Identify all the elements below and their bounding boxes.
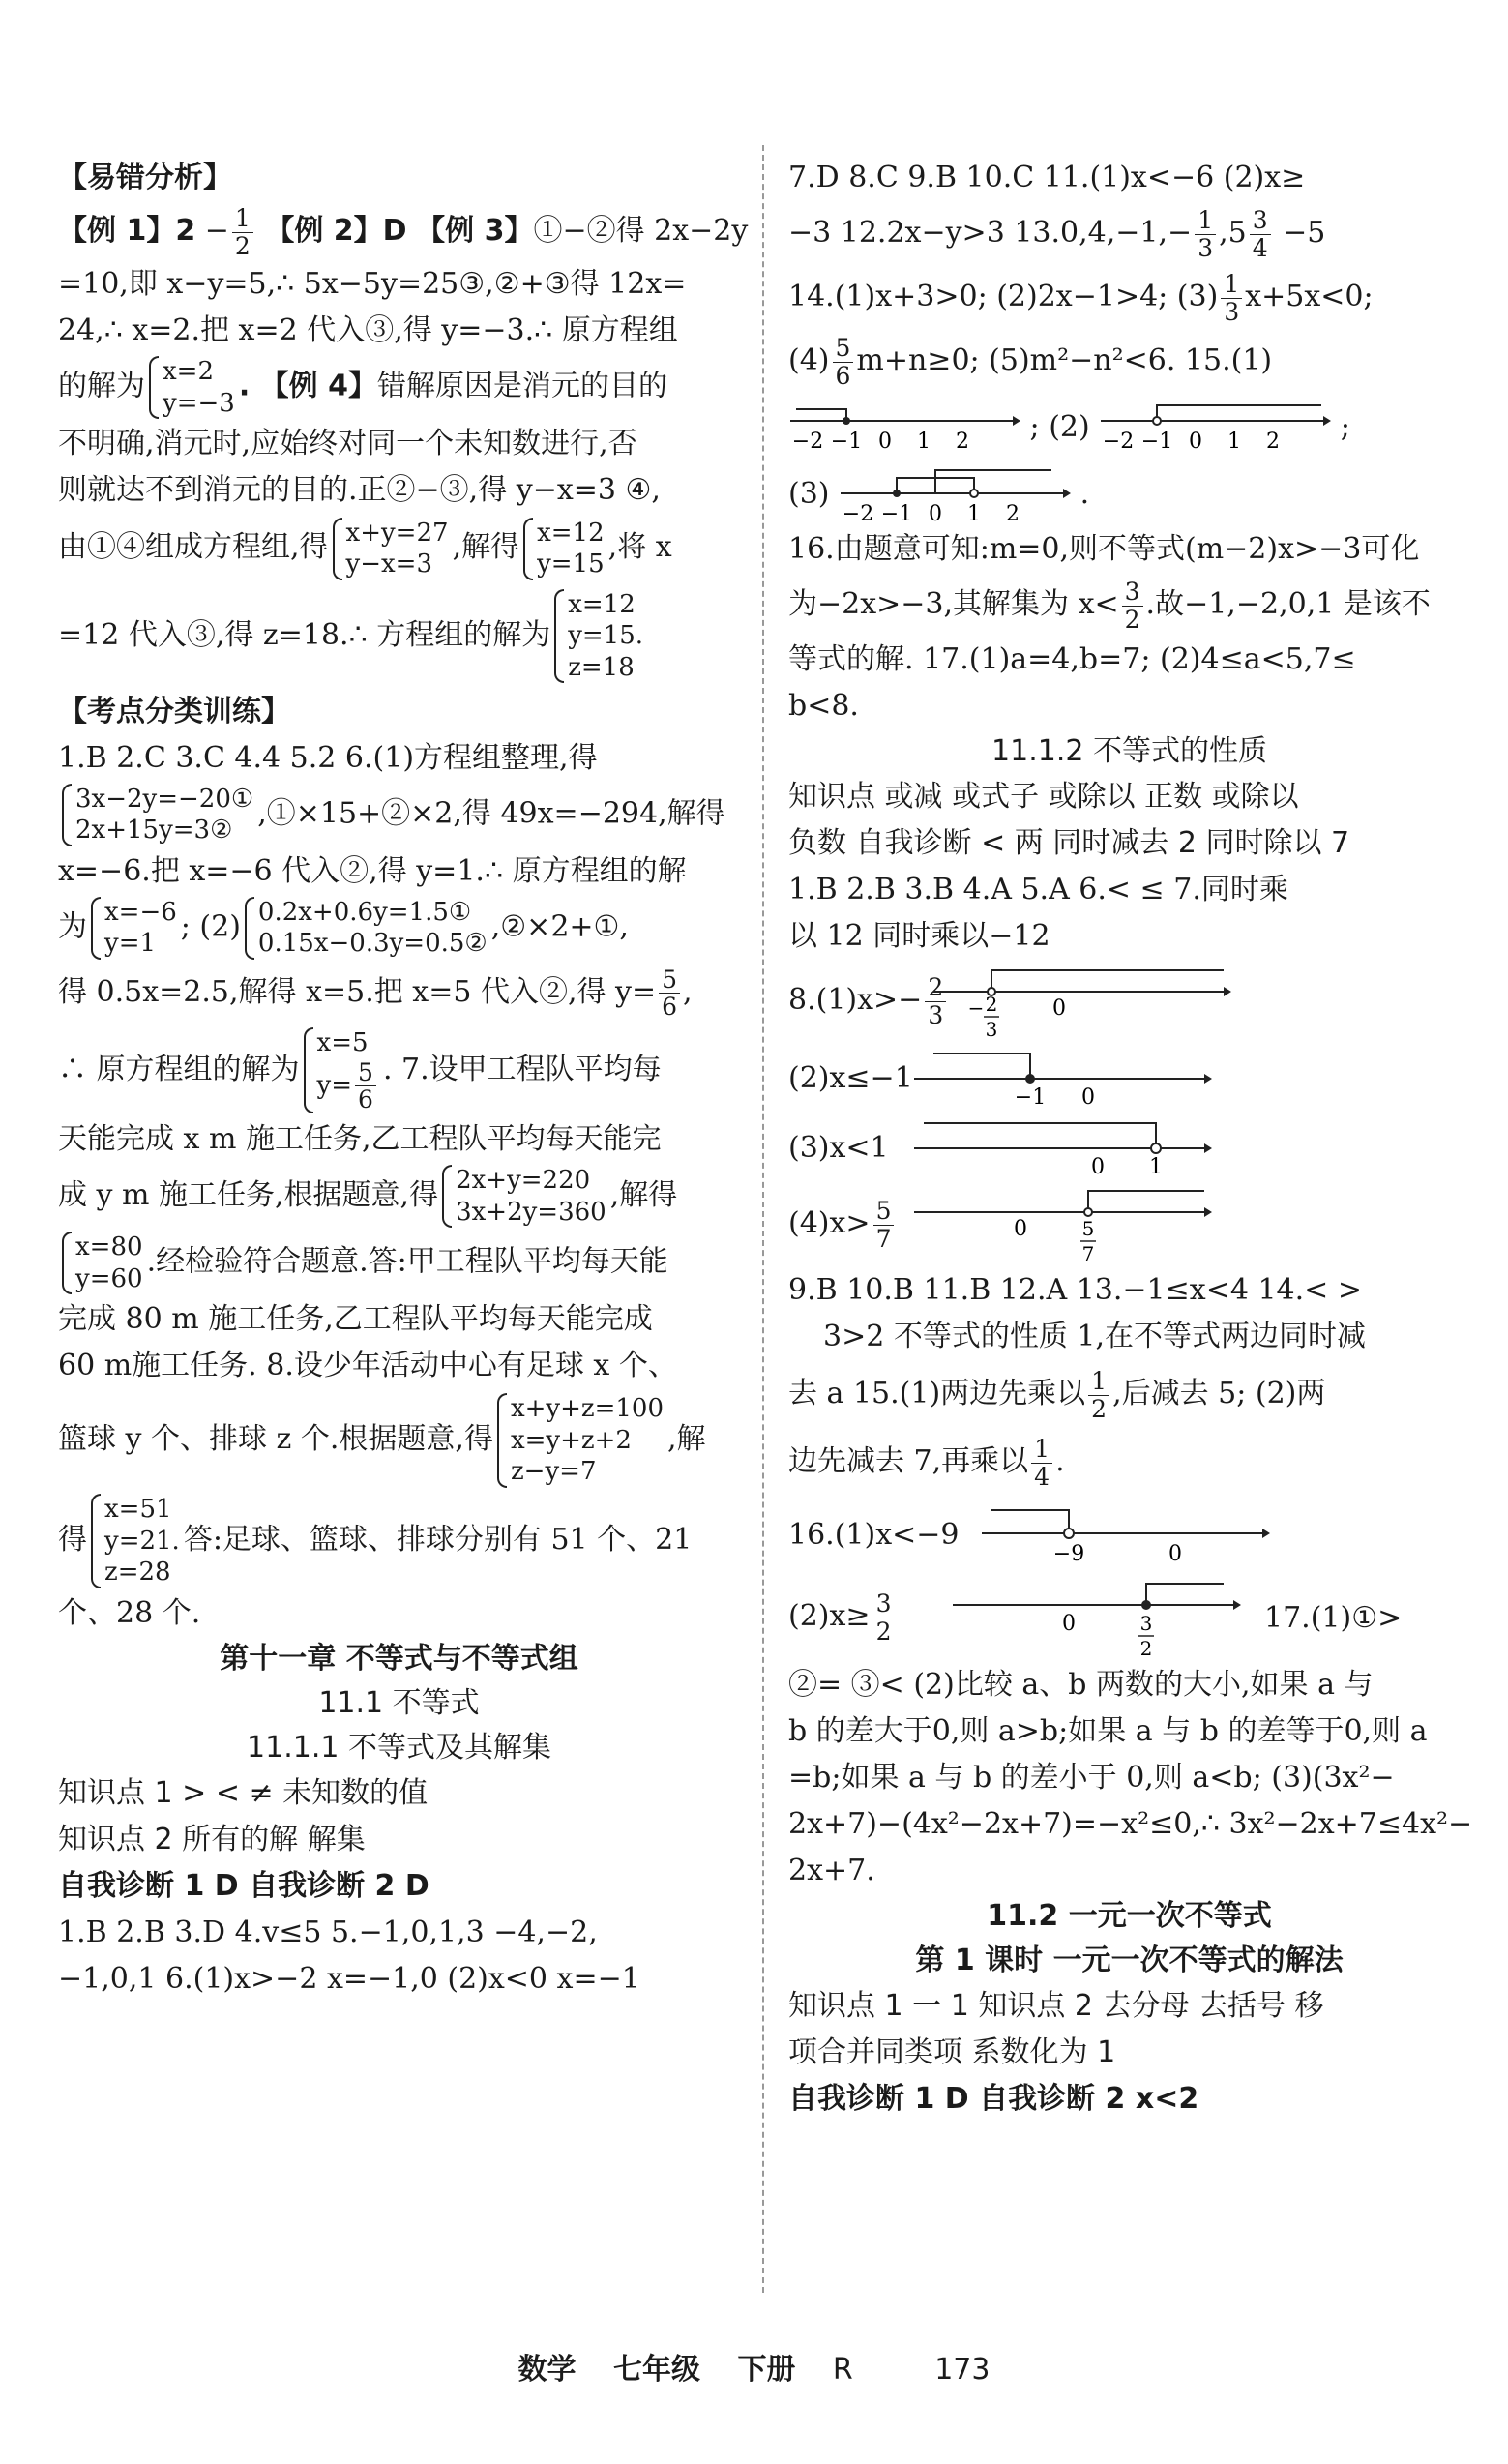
number-line-row: (3)x<1 0 1: [788, 1113, 1470, 1182]
text-line: 等式的解. 17.(1)a=4,b=7; (2)4≤a<5,7≤: [788, 642, 1356, 676]
svg-text:2: 2: [1006, 502, 1020, 524]
svg-text:−1: −1: [880, 502, 913, 524]
text-line: 完成 80 m 施工任务,乙工程队平均每天能完成: [58, 1302, 653, 1336]
text-line: (4) $\frac{5}{6}$ m+n≥0; (5)m²−n²<6. 15.(1): [788, 334, 1273, 390]
text-line: 60 m施工任务. 8.设少年活动中心有足球 x 个、: [58, 1349, 677, 1382]
text-line: =b;如果 a 与 b 的差小于 0,则 a<b; (3)(3x²−: [788, 1761, 1395, 1795]
text-line: b 的差大于0,则 a>b;如果 a 与 b 的差等于0,则 a: [788, 1714, 1428, 1748]
right-column: [788, 155, 1473, 2123]
subsection-title: 11.1.1 不等式及其解集: [247, 1731, 551, 1765]
text-line: 为 x=−6 y=1 ; (2) 0.2x+0.6y=1.5① 0.15x−0.3y=0.5② ,②×2+①,: [58, 897, 629, 958]
svg-text:−1: −1: [1141, 430, 1173, 454]
knowledge-point: 知识点 1 一 1 知识点 2 去分母 去括号 移: [788, 1989, 1324, 2023]
equation-system: 2x+y=220 3x+2y=360: [442, 1165, 606, 1228]
text-line: 以 12 同时乘以−12: [788, 919, 1050, 953]
number-line-8-3: [914, 1113, 1214, 1181]
equation-system: x=80 y=60: [62, 1232, 143, 1294]
column-divider: [762, 145, 764, 2293]
text-line: 14.(1)x+3>0; (2)2x−1>4; (3) $\frac{1}{3}$ x+5x<0;: [788, 270, 1374, 326]
svg-text:0: 0: [1081, 1085, 1095, 1110]
text-line: 成 y m 施工任务,根据题意,得 2x+y=220 3x+2y=360 ,解得: [58, 1166, 678, 1227]
equation-system: x=12 y=15. z=18: [554, 589, 643, 684]
svg-text:2: 2: [956, 430, 969, 454]
svg-text:0: 0: [1062, 1612, 1076, 1636]
text-line: 则就达不到消元的目的.正②−③,得 y−x=3 ④,: [58, 473, 661, 507]
svg-text:0: 0: [929, 502, 943, 524]
text-line: 得 0.5x=2.5,解得 x=5.把 x=5 代入②,得 y= $\frac{5}{6}$ ,: [58, 965, 693, 1021]
text-line: 由①④组成方程组,得 x+y=27 y−x=3 ,解得 x=12 y=15 ,将 x: [58, 518, 672, 579]
knowledge-point-2: 知识点 2 所有的解 解集: [58, 1823, 366, 1856]
number-line-row: 8.(1)x>− $\frac{2}{3}$ − 2 3 0: [788, 960, 1470, 1043]
subsection-title: 11.1.2 不等式的性质: [991, 734, 1267, 768]
section-title: 11.2 一元一次不等式: [987, 1899, 1272, 1933]
text-line: 不明确,消元时,应始终对同一个未知数进行,否: [58, 427, 637, 460]
text-line: 1.B 2.B 3.B 4.A 5.A 6.< ≤ 7.同时乘: [788, 873, 1288, 906]
error-analysis-heading: 【易错分析】: [58, 161, 232, 194]
text-line: x=80 y=60 .经检验符合题意.答:甲工程队平均每天能: [58, 1230, 740, 1296]
text-line: 篮球 y 个、排球 z 个.根据题意,得 x+y+z=100 x=y+z+2 z−y=7 ,解: [58, 1394, 706, 1487]
svg-text:2: 2: [1266, 430, 1281, 454]
text-line: −3 12.2x−y>3 13.0,4,−1,− $\frac{1}{3}$ ,5 $\frac{3}{4}$ −5: [788, 206, 1326, 262]
svg-text:5: 5: [1081, 1217, 1095, 1240]
number-line-8-4: [914, 1183, 1214, 1266]
footer-volume: 下册: [737, 2353, 796, 2387]
equation-system: x=12 y=15: [523, 518, 605, 580]
number-line-15-2: [1099, 400, 1331, 458]
lesson-title: 第 1 课时 一元一次不等式的解法: [915, 1944, 1344, 1977]
text-line: =10,即 x−y=5,∴ 5x−5y=25③,②+③得 12x=: [58, 267, 687, 301]
knowledge-point: 项合并同类项 系数化为 1: [788, 2035, 1116, 2069]
svg-text:0: 0: [1014, 1217, 1027, 1241]
self-diagnosis: 自我诊断 1 D 自我诊断 2 D: [58, 1869, 429, 1903]
text-line: 2x+7)−(4x²−2x+7)=−x²≤0,∴ 3x²−2x+7≤4x²−: [788, 1807, 1473, 1841]
training-heading: 【考点分类训练】: [58, 694, 290, 728]
equation-system: x+y+z=100 x=y+z+2 z−y=7: [497, 1393, 664, 1488]
example-line-1: 【例 1】2 − $\frac{1}{2}$ 【例 2】D 【例 3】①−②得 2x−2y: [58, 204, 749, 260]
text-line: 去 a 15.(1)两边先乘以 $\frac{1}{2}$ ,后减去 5; (2)两: [788, 1367, 1326, 1423]
text-line: 个、28 个.: [58, 1596, 201, 1630]
page-footer: [0, 2345, 1508, 2388]
text-line: 9.B 10.B 11.B 12.A 13.−1≤x<4 14.< >: [788, 1273, 1362, 1307]
number-line-row: (3) −2 −1 0 1 2 .: [788, 462, 1470, 526]
text-line: 边先减去 7,再乘以 $\frac{1}{4}$ .: [788, 1435, 1065, 1491]
svg-text:−9: −9: [1052, 1542, 1085, 1566]
number-line-row: −2 −1 0 1 2 ; (2) −2 −1 0 1 2 ;: [788, 393, 1470, 462]
svg-text:0: 0: [1189, 430, 1203, 454]
text-line: ②= ③< (2)比较 a、b 两数的大小,如果 a 与: [788, 1668, 1374, 1702]
number-line-8-1: [933, 963, 1233, 1040]
text-line: −1,0,1 6.(1)x>−2 x=−1,0 (2)x<0 x=−1: [58, 1962, 640, 1996]
svg-text:1: 1: [1227, 430, 1242, 454]
text-line: ∴ 原方程组的解为 x=5 y= $\frac{5}{6}$ . 7.设甲工程队平均每: [58, 1028, 662, 1114]
footer-edition: R: [832, 2353, 853, 2387]
number-line-row: (4)x> $\frac{5}{7}$ 0 5 7: [788, 1182, 1470, 1267]
binding-edge: [0, 145, 14, 2273]
text-line: 3>2 不等式的性质 1,在不等式两边同时减: [823, 1320, 1367, 1353]
chapter-title: 第十一章 不等式与不等式组: [220, 1642, 578, 1676]
text-line: 24,∴ x=2.把 x=2 代入③,得 y=−3.∴ 原方程组: [58, 313, 678, 347]
number-line-15-1: [788, 400, 1020, 458]
equation-system: 3x−2y=−20① 2x+15y=3②: [62, 784, 253, 846]
svg-text:−1: −1: [1014, 1085, 1047, 1110]
knowledge-point: 知识点 或减 或式子 或除以 正数 或除以: [788, 780, 1299, 814]
self-diagnosis: 自我诊断 1 D 自我诊断 2 x<2: [788, 2082, 1199, 2116]
svg-text:1: 1: [1149, 1155, 1163, 1179]
svg-text:7: 7: [1081, 1242, 1095, 1265]
number-line-15-3: [839, 466, 1071, 524]
text-line: 为−2x>−3,其解集为 x< $\frac{3}{2}$ .故−1,−2,0,1 是该不: [788, 578, 1431, 634]
number-line-row: 16.(1)x<−9 −9 0: [788, 1496, 1470, 1573]
text-line: 7.D 8.C 9.B 10.C 11.(1)x<−6 (2)x≥: [788, 161, 1306, 194]
text-line: 1.B 2.C 3.C 4.4 5.2 6.(1)方程组整理,得: [58, 740, 598, 775]
equation-system: x=2 y=−3: [149, 356, 235, 419]
equation-system: x+y=27 y−x=3: [333, 518, 449, 580]
number-line-row: (2)x≤−1 −1 0: [788, 1043, 1470, 1113]
svg-text:1: 1: [967, 502, 982, 524]
svg-text:0: 0: [1168, 1542, 1182, 1566]
svg-text:−2: −2: [842, 502, 874, 524]
left-column: [58, 155, 749, 2003]
section-title: 11.1 不等式: [318, 1686, 480, 1720]
footer-grade: 七年级: [612, 2353, 700, 2387]
fraction: $\frac{5}{6}$: [659, 966, 680, 1021]
equation-system: x=−6 y=1: [91, 897, 177, 960]
text-line: 16.由题意可知:m=0,则不等式(m−2)x>−3可化: [788, 532, 1420, 566]
svg-text:2: 2: [1139, 1637, 1153, 1659]
svg-text:3: 3: [1139, 1612, 1153, 1635]
page-number: 173: [934, 2353, 991, 2387]
text-line: 3x−2y=−20① 2x+15y=3② ,①×15+②×2,得 49x=−294,解得: [58, 782, 740, 848]
self-diagnosis: 负数 自我诊断 < 两 同时减去 2 同时除以 7: [788, 826, 1350, 860]
text-line: 2x+7.: [788, 1854, 875, 1887]
svg-text:−2: −2: [1103, 430, 1135, 454]
svg-text:3: 3: [985, 1018, 998, 1040]
svg-text:2: 2: [985, 993, 998, 1016]
number-line-row: (2)x≥ $\frac{3}{2}$ 0 3 2 17.(1)①>: [788, 1573, 1470, 1662]
knowledge-point-1: 知识点 1 > < ≠ 未知数的值: [58, 1776, 429, 1810]
text-line: 天能完成 x m 施工任务,乙工程队平均每天能完: [58, 1121, 662, 1156]
svg-text:1: 1: [917, 430, 931, 454]
text-line: 得 x=51 y=21. z=28 答:足球、篮球、排球分别有 51 个、21: [58, 1495, 693, 1588]
svg-text:0: 0: [1052, 996, 1066, 1021]
svg-text:−: −: [967, 996, 985, 1020]
equation-system: x=51 y=21. z=28: [91, 1494, 180, 1588]
svg-text:0: 0: [878, 430, 892, 454]
footer-subject: 数学: [517, 2353, 577, 2387]
number-line-16-2: [953, 1576, 1243, 1659]
svg-text:−2: −2: [791, 430, 824, 454]
svg-text:−1: −1: [830, 430, 863, 454]
equation-system: x=5 y= $\frac{5}{6}$: [304, 1027, 379, 1113]
number-line-8-2: [914, 1044, 1214, 1112]
text-line: 1.B 2.B 3.D 4.v≤5 5.−1,0,1,3 −4,−2,: [58, 1915, 598, 1949]
fraction: $\frac{1}{2}$: [232, 205, 253, 259]
text-line: =12 代入③,得 z=18.∴ 方程组的解为 x=12 y=15. z=18: [58, 589, 644, 682]
text-line: 的解为 x=2 y=−3 . 【例 4】错解原因是消元的目的: [58, 357, 667, 418]
svg-text:0: 0: [1091, 1155, 1105, 1179]
text-line: x=−6.把 x=−6 代入②,得 y=1.∴ 原方程组的解: [58, 853, 687, 888]
equation-system: 0.2x+0.6y=1.5① 0.15x−0.3y=0.5②: [245, 897, 488, 960]
text-line: b<8.: [788, 689, 859, 723]
number-line-16-1: [982, 1500, 1272, 1568]
